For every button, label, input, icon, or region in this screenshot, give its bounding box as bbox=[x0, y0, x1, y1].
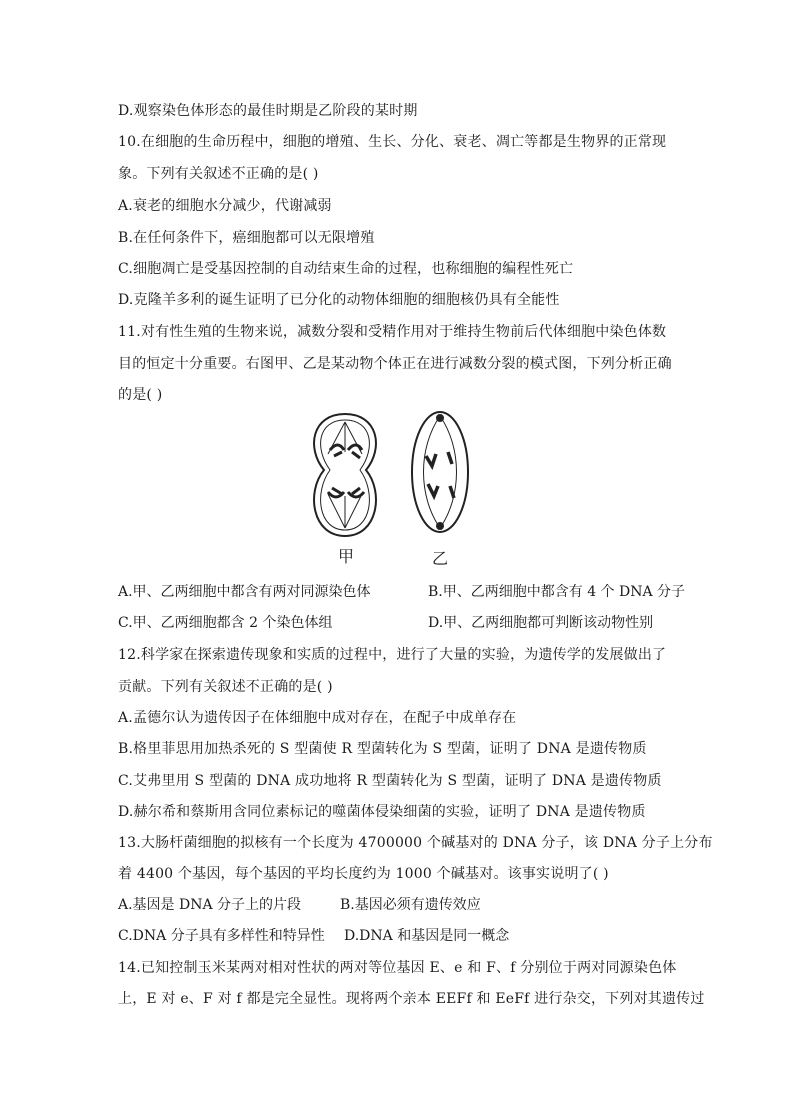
q10-option-c: C.细胞凋亡是受基因控制的自动结束生命的过程，也称细胞的编程性死亡 bbox=[118, 261, 574, 277]
q11-option-c: C.甲、乙两细胞都含 2 个染色体组 bbox=[118, 615, 333, 631]
meiosis-figure bbox=[300, 408, 490, 576]
q12-stem-line-1: 12.科学家在探索遗传现象和实质的过程中，进行了大量的实验，为遗传学的发展做出了 bbox=[118, 647, 667, 663]
q13-option-c: C.DNA 分子具有多样性和特异性 bbox=[118, 928, 325, 944]
meiosis-cells-drawing bbox=[300, 408, 490, 548]
q14-stem-line-1: 14.已知控制玉米某两对相对性状的两对等位基因 E、e 和 F、f 分别位于两对同源染色体 bbox=[118, 960, 677, 976]
q12-option-b: B.格里菲思用加热杀死的 S 型菌使 R 型菌转化为 S 型菌，证明了 DNA 是遗传物质 bbox=[118, 741, 647, 757]
q13-stem-line-1: 13.大肠杆菌细胞的拟核有一个长度为 4700000 个碱基对的 DNA 分子，该 DNA 分子上分布 bbox=[118, 835, 713, 851]
q11-stem-line-1: 11.对有性生殖的生物来说，减数分裂和受精作用对于维持生物前后代体细胞中染色体数 bbox=[118, 324, 667, 340]
q10-option-b: B.在任何条件下，癌细胞都可以无限增殖 bbox=[118, 230, 375, 246]
cell-b-drawing bbox=[412, 412, 468, 532]
q10-option-d: D.克隆羊多利的诞生证明了已分化的动物体细胞的细胞核仍具有全能性 bbox=[118, 292, 560, 308]
q9-option-d: D.观察染色体形态的最佳时期是乙阶段的某时期 bbox=[118, 103, 418, 119]
label-jia: 甲 bbox=[338, 547, 355, 566]
q13-stem-line-2: 着 4400 个基因，每个基因的平均长度约为 1000 个碱基对。该事实说明了( ) bbox=[118, 866, 609, 882]
q14-stem-line-2: 上，E 对 e、F 对 f 都是完全显性。现将两个亲本 EEFf 和 EeFf 进行杂交，下列对其遗传过 bbox=[118, 991, 705, 1007]
label-yi: 乙 bbox=[432, 549, 449, 568]
cell-a-drawing bbox=[314, 414, 376, 536]
q10-option-a: A.衰老的细胞水分减少，代谢减弱 bbox=[118, 198, 332, 214]
q11-option-a: A.甲、乙两细胞中都含有两对同源染色体 bbox=[118, 584, 371, 600]
q12-stem-line-2: 贡献。下列有关叙述不正确的是( ) bbox=[118, 679, 333, 695]
q11-option-d: D.甲、乙两细胞都可判断该动物性别 bbox=[428, 615, 654, 631]
q12-option-a: A.孟德尔认为遗传因子在体细胞中成对存在，在配子中成单存在 bbox=[118, 710, 517, 726]
q10-stem-line-2: 象。下列有关叙述不正确的是( ) bbox=[118, 166, 319, 182]
q13-option-d: D.DNA 和基因是同一概念 bbox=[344, 928, 510, 944]
q12-option-c: C.艾弗里用 S 型菌的 DNA 成功地将 R 型菌转化为 S 型菌，证明了 DNA 是遗传物质 bbox=[118, 773, 662, 789]
q13-option-b: B.基因必须有遗传效应 bbox=[340, 897, 481, 913]
q13-option-a: A.基因是 DNA 分子上的片段 bbox=[118, 897, 302, 913]
q11-stem-line-3: 的是( ) bbox=[118, 387, 163, 403]
q11-stem-line-2: 目的恒定十分重要。右图甲、乙是某动物个体正在进行减数分裂的模式图，下列分析正确 bbox=[118, 356, 672, 372]
q12-option-d: D.赫尔希和蔡斯用含同位素标记的噬菌体侵染细菌的实验，证明了 DNA 是遗传物质 bbox=[118, 804, 646, 820]
q11-option-b: B.甲、乙两细胞中都含有 4 个 DNA 分子 bbox=[428, 584, 686, 600]
q10-stem-line-1: 10.在细胞的生命历程中，细胞的增殖、生长、分化、衰老、凋亡等都是生物界的正常现 bbox=[118, 134, 667, 150]
